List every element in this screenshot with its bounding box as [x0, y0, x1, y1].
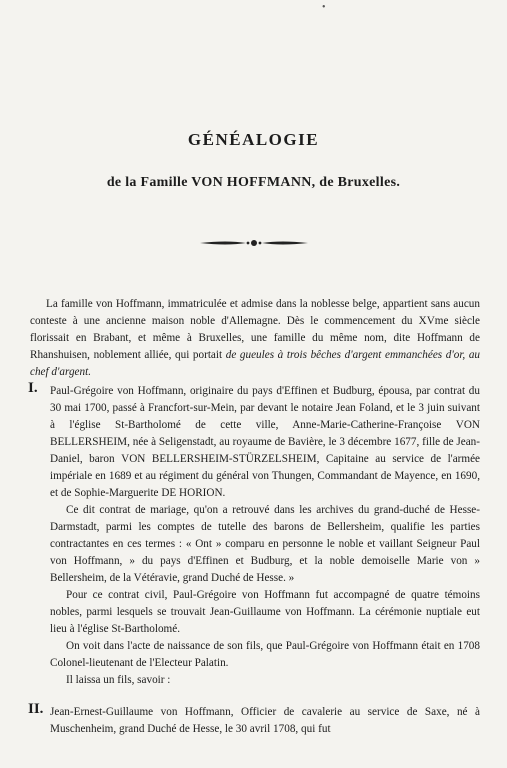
section1-p2: Ce dit contrat de mariage, qu'on a retrouvé dans les archives du grand-duché de Hesse-Darmstadt, parmi les comptes de tutelle des barons de Bellersheim, qualifie les parties contractantes en ces termes : « Ont » comparu en personne le noble et vaillant Seigneur Paul von Hoffmann, » du pays d'Effinen et Budburg, et la noble demoiselle Marie von » Bellersheim, de la Vétéravie, grand Duché de Hesse. » [50, 504, 480, 584]
section-1 [50, 383, 480, 689]
name-bellersheim-sturzelsheim: VON BELLERSHEIM-STÜRZELSHEIM [121, 453, 317, 465]
intro-paragraph [30, 296, 480, 381]
section1-p1: Paul-Grégoire von Hoffmann, originaire du pays d'Effinen et Budburg, épousa, par contrat du 30 mai 1700, passé à Francfort-sur-Mein, par devant le notaire Jean Foland, et le 3 juin suivant à l'église St-Bartholomé de cette ville, Anne-Marie-Catherine-Françoise VON BELLERSHEIM, née à Seligenstadt, au royaume de Bavière, le 3 décembre 1677, fille de Jean-Daniel, baron VON BELLERSHEIM-STÜRZELSHEIM, Capitaine au service de l'armée impériale en 1689 et au régiment du général von Thungen, Commandant de Mayence, en 1690, et de Sophie-Marguerite DE HORION. [50, 385, 481, 499]
ornament-divider [200, 237, 308, 249]
section1-p3: Pour ce contrat civil, Paul-Grégoire von Hoffmann fut accompagné de quatre témoins nobles, parmi lesquels se trouvait Jean-Guillaume von Hoffmann. La cérémonie nuptiale eut lieu à l'église St-Bartholomé. [50, 589, 480, 635]
section-numeral-2: II. [28, 701, 44, 717]
section1-p4: On voit dans l'acte de naissance de son fils, que Paul-Grégoire von Hoffmann était en 1708 Colonel-lieutenant de l'Electeur Palatin. [50, 640, 480, 669]
intro-text: La famille von Hoffmann, immatriculée et admise dans la noblesse belge, appartient sans aucun conteste à une ancienne maison noble d'Allemagne. Dès le commencement du XVme siècle florissait en Brabant, et même à Bruxelles, une famille du même nom, dite Hoffmann de Rhanshuisen, noblement alliée, qui portait [30, 298, 480, 361]
section2-p1: Jean-Ernest-Guillaume von Hoffmann, Officier de cavalerie au service de Saxe, né à Muschenheim, grand Duché de Hesse, le 30 avril 1708, qui fut [50, 706, 480, 735]
intro-arms: de gueules à trois bêches d'argent emmanchées d'or, au chef d'argent. [30, 349, 481, 378]
section-numeral-1: I. [28, 380, 38, 396]
name-horion: DE HORION [161, 487, 223, 499]
name-bellersheim: VON BELLERSHEIM [50, 419, 480, 448]
page-subtitle: de la Famille VON HOFFMANN, de Bruxelles. [106, 175, 401, 190]
section1-p5: Il laissa un fils, savoir : [66, 674, 171, 686]
section-2 [50, 704, 480, 738]
speck-mark: • [322, 2, 326, 13]
page-title: GÉNÉALOGIE [187, 130, 320, 149]
